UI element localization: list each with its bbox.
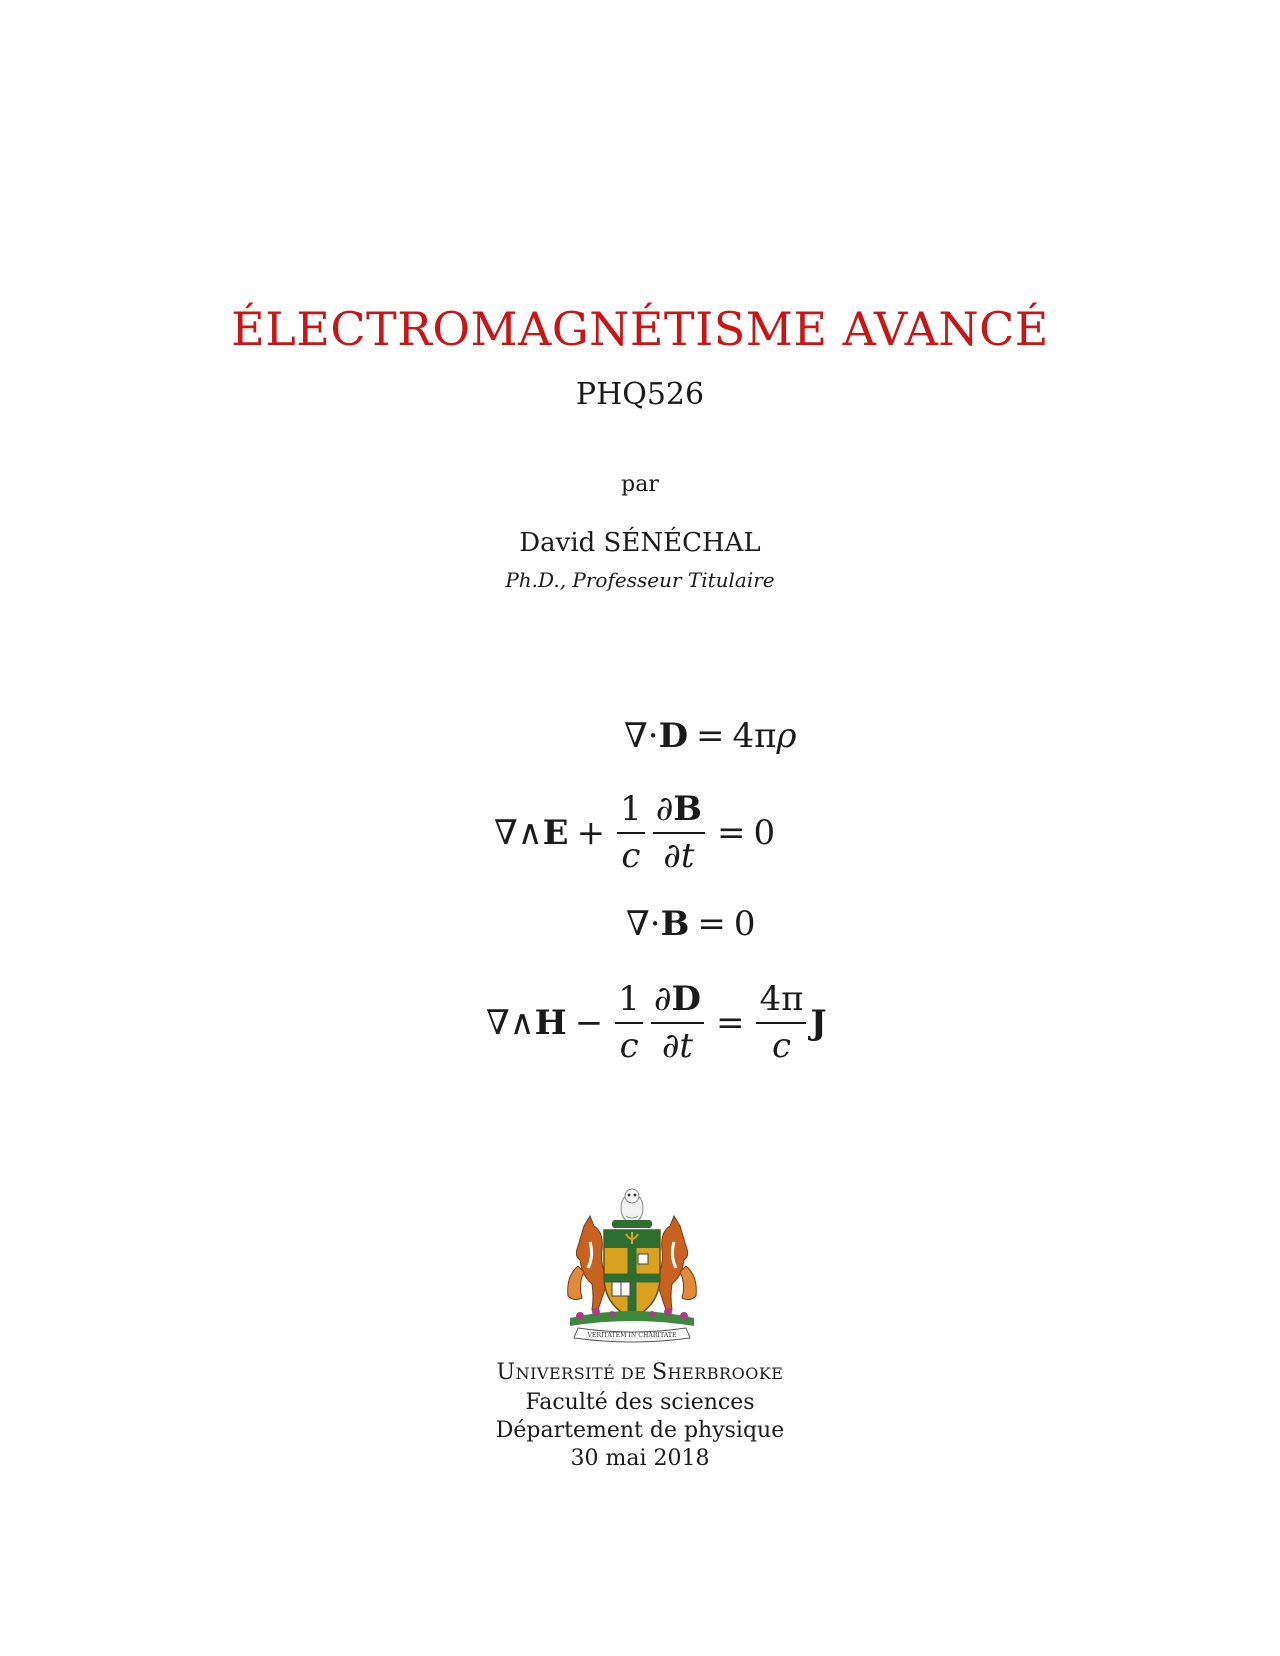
j-current-symbol: J <box>810 1003 827 1044</box>
rho-symbol: ρ <box>776 716 797 756</box>
course-code: PHQ526 <box>575 377 705 412</box>
wedge-operator: ∧ <box>509 1003 535 1044</box>
minus-sign: − <box>574 1003 604 1044</box>
author-name: David SÉNÉCHAL <box>519 528 761 558</box>
univ-smallcaps: NIVERSITÉ DE <box>515 1364 653 1383</box>
numerator: 1 <box>615 980 643 1024</box>
university-crest-logo <box>556 1186 708 1346</box>
b-field-symbol: B <box>673 789 703 829</box>
author-title: Ph.D., Professeur Titulaire <box>505 568 775 592</box>
wreath <box>612 1220 652 1228</box>
shield-icon <box>604 1230 660 1318</box>
nabla-symbol: ∇ <box>486 1003 510 1044</box>
maxwell-equations <box>470 710 830 1070</box>
zero: 0 <box>733 904 756 944</box>
gauss-law-equation <box>624 716 797 756</box>
fraction-dD-dt <box>651 980 704 1066</box>
d-field-symbol: D <box>658 716 689 756</box>
motto-ribbon <box>574 1328 690 1342</box>
denominator: ∂t <box>661 1026 694 1067</box>
university-name <box>0 1362 1280 1384</box>
denominator: c <box>619 1026 639 1067</box>
owl-icon <box>621 1189 643 1223</box>
wedge-operator: ∧ <box>517 813 543 854</box>
fraction-one-over-c <box>617 790 645 876</box>
univ-smallcaps-end: HERBROOKE <box>667 1364 784 1383</box>
denominator: c <box>621 836 641 877</box>
equals-sign: = <box>717 813 746 854</box>
left-fox-icon <box>568 1216 608 1310</box>
nabla-symbol: ∇ <box>494 813 518 854</box>
department-name: Département de physique <box>495 1418 785 1443</box>
no-monopole-equation <box>626 904 755 944</box>
faculty-name: Faculté des sciences <box>525 1390 755 1415</box>
denominator: c <box>771 1026 791 1067</box>
d-field-symbol: D <box>671 979 701 1019</box>
fraction-four-pi-over-c <box>756 980 806 1066</box>
plus-sign: + <box>576 813 606 854</box>
e-field-symbol: E <box>542 813 569 854</box>
nabla-symbol: ∇ <box>626 904 650 944</box>
univ-initial: U <box>496 1360 516 1385</box>
dot-operator: · <box>649 904 661 944</box>
right-fox-icon <box>656 1216 696 1310</box>
partial-symbol: ∂ <box>655 789 674 829</box>
h-field-symbol: H <box>534 1003 567 1044</box>
numerator <box>653 790 705 834</box>
ampere-law-equation <box>486 980 827 1066</box>
univ-initial-s: S <box>652 1360 668 1385</box>
b-field-symbol: B <box>660 904 690 944</box>
zero: 0 <box>753 813 776 854</box>
faraday-law-equation <box>494 790 775 876</box>
equals-sign: = <box>715 1003 745 1044</box>
four-pi: 4π <box>732 716 777 756</box>
numerator: 1 <box>617 790 645 834</box>
numerator <box>651 980 704 1024</box>
page-title: ÉLECTROMAGNÉTISME AVANCÉ <box>231 302 1049 356</box>
by-label: par <box>621 472 659 497</box>
fraction-dB-dt <box>653 790 705 876</box>
dot-operator: · <box>647 716 659 756</box>
partial-symbol: ∂ <box>653 979 672 1019</box>
fraction-one-over-c <box>615 980 643 1066</box>
nabla-symbol: ∇ <box>624 716 648 756</box>
crest-motto: VERITATEM IN CHARITATE <box>587 1332 677 1339</box>
equals-sign: = <box>697 904 726 944</box>
equals-sign: = <box>696 716 725 756</box>
numerator: 4π <box>756 980 806 1024</box>
denominator: ∂t <box>663 836 695 877</box>
publication-date: 30 mai 2018 <box>570 1446 710 1471</box>
